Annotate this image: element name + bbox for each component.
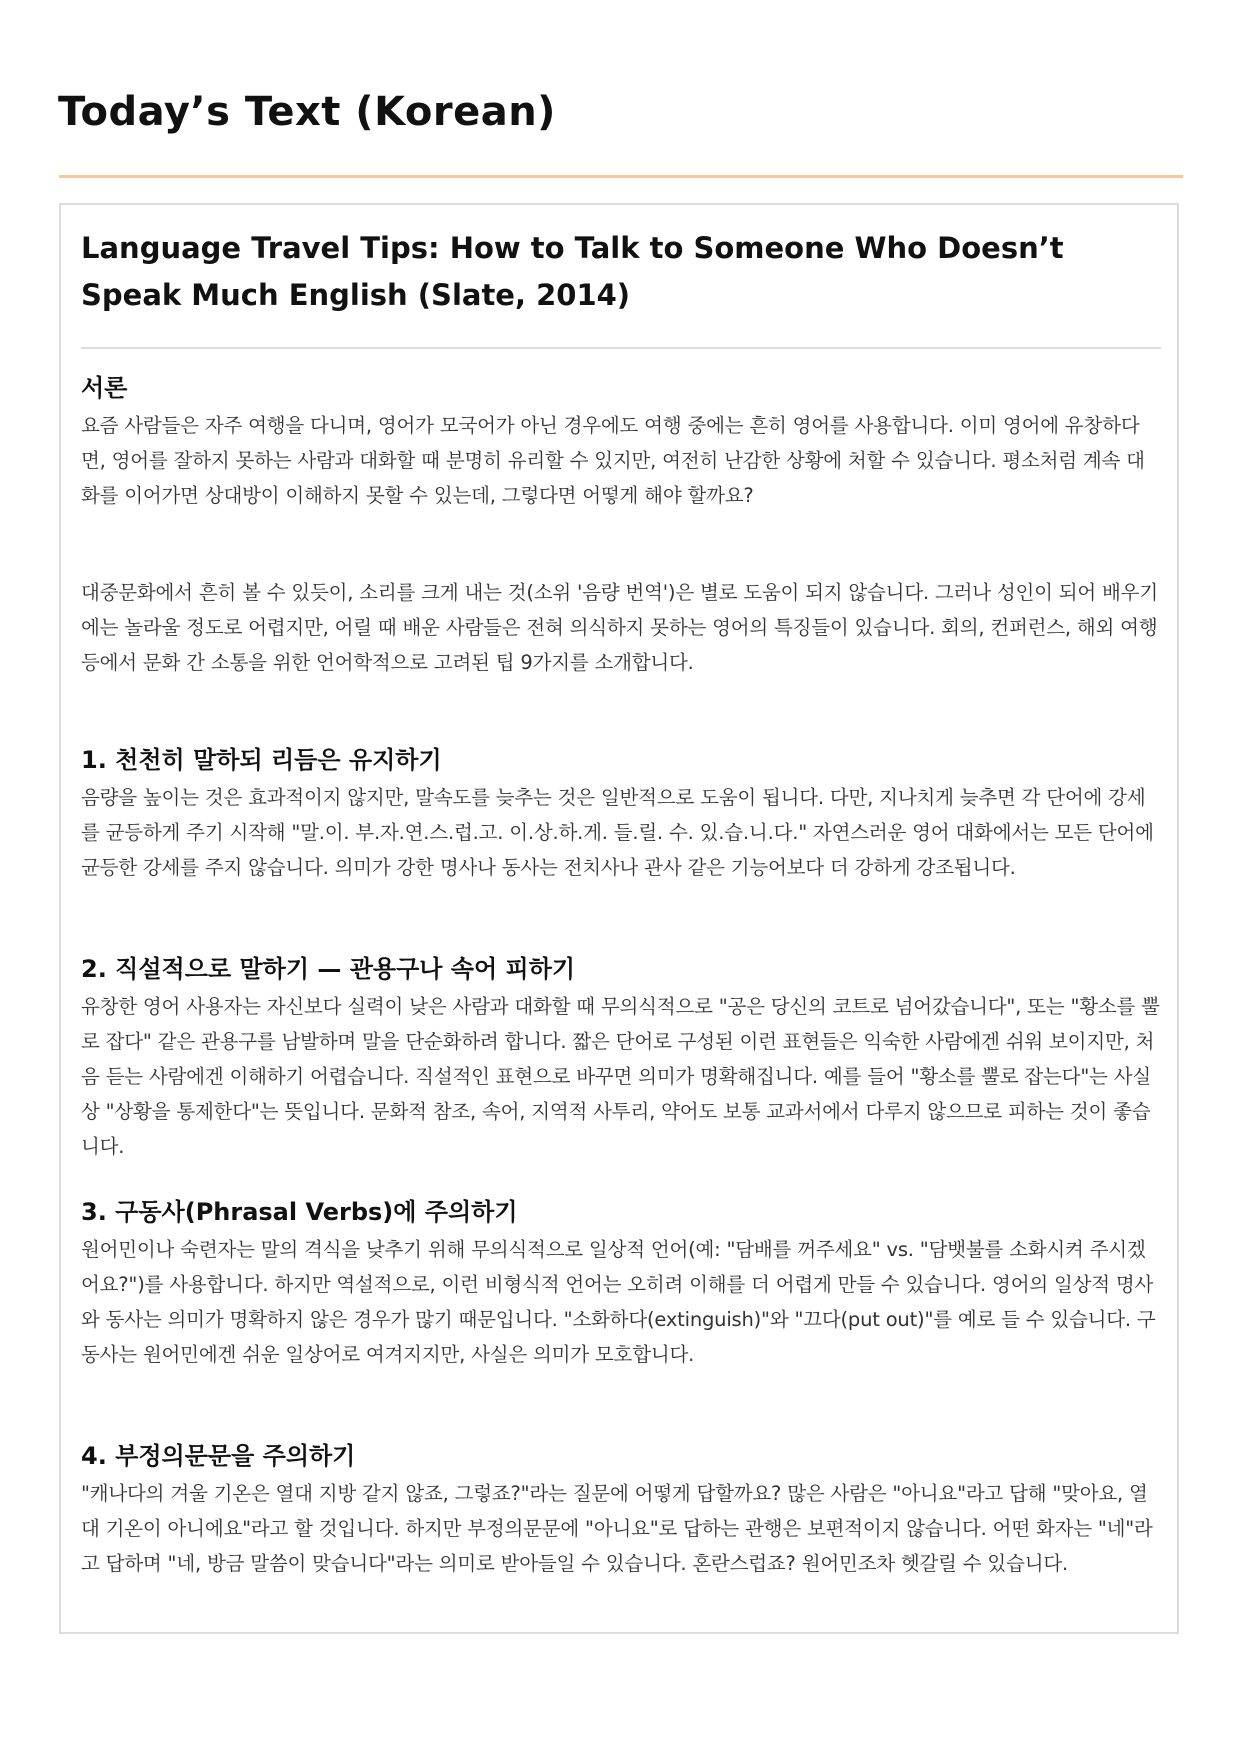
section-heading-3: 3. 구동사(Phrasal Verbs)에 주의하기	[81, 1198, 518, 1226]
page-title: Today’s Text (Korean)	[58, 89, 556, 135]
article-title: Language Travel Tips: How to Talk to Someone Who Doesn’t Speak Much English (Slate, 2014)	[81, 231, 1064, 312]
section-heading-1: 1. 천천히 말하되 리듬은 유지하기	[81, 746, 442, 774]
section-heading-4: 4. 부정의문문을 주의하기	[81, 1442, 356, 1470]
intro-paragraph-1: 요즘 사람들은 자주 여행을 다니며, 영어가 모국어가 아닌 경우에도 여행 중에는 흔히 영어를 사용합니다. 이미 영어에 유창하다면, 영어를 잘하지 못하는 사람과 대화할 때 분명히 유리할 수 있지만, 여전히 난감한 상황에 처할 수 있습니다. 평소처럼 계속 대화를 이어가면 상대방이 이해하지 못할 수 있는데, 그렇다면 어떻게 해야 할까요?	[81, 414, 1145, 507]
section-1-paragraph: 음량을 높이는 것은 효과적이지 않지만, 말속도를 늦추는 것은 일반적으로 도움이 됩니다. 다만, 지나치게 늦추면 각 단어에 강세를 균등하게 주기 시작해 "말.이. 부.자.연.스.럽.고. 이.상.하.게. 들.릴. 수. 있.습.니.다." 자연스러운 영어 대화에서는 모든 단어에 균등한 강세를 주지 않습니다. 의미가 강한 명사나 동사는 전치사나 관사 같은 기능어보다 더 강하게 강조됩니다.	[81, 786, 1154, 879]
section-heading-intro: 서론	[81, 374, 128, 402]
section-3-paragraph: 원어민이나 숙련자는 말의 격식을 낮추기 위해 무의식적으로 일상적 언어(예: "담배를 꺼주세요" vs. "담뱃불를 소화시켜 주시겠어요?")를 사용합니다. 하지만 역설적으로, 이런 비형식적 언어는 오히려 이해를 더 어렵게 만들 수 있습니다. 영어의 일상적 명사와 동사는 의미가 명확하지 않은 경우가 많기 때문입니다. "소화하다(extinguish)"와 "끄다(put out)"를 예로 들 수 있습니다. 구동사는 원어민에겐 쉬운 일상어로 여겨지지만, 사실은 의미가 모호합니다.	[81, 1238, 1156, 1366]
intro-paragraph-2: 대중문화에서 흔히 볼 수 있듯이, 소리를 크게 내는 것(소위 '음량 번역')은 별로 도움이 되지 않습니다. 그러나 성인이 되어 배우기에는 놀라울 정도로 어렵지만, 어릴 때 배운 사람들은 전혀 의식하지 못하는 영어의 특징들이 있습니다. 회의, 컨퍼런스, 해외 여행 등에서 문화 간 소통을 위한 언어학적으로 고려된 팁 9가지를 소개합니다.	[81, 581, 1158, 674]
section-2-paragraph: 유창한 영어 사용자는 자신보다 실력이 낮은 사람과 대화할 때 무의식적으로 "공은 당신의 코트로 넘어갔습니다", 또는 "황소를 뿔로 잡다" 같은 관용구를 남발하며 말을 단순화하려 합니다. 짧은 단어로 구성된 이런 표현들은 익숙한 사람에겐 쉬워 보이지만, 처음 듣는 사람에겐 이해하기 어렵습니다. 직설적인 표현으로 바꾸면 의미가 명확해집니다. 예를 들어 "황소를 뿔로 잡는다"는 사실상 "상황을 통제한다"는 뜻입니다. 문화적 참조, 속어, 지역적 사투리, 약어도 보통 교과서에서 다루지 않으므로 피하는 것이 좋습니다.	[81, 995, 1160, 1158]
section-4-paragraph: "캐나다의 겨울 기온은 열대 지방 같지 않죠, 그렇죠?"라는 질문에 어떻게 답할까요? 많은 사람은 "아니요"라고 답해 "맞아요, 열대 기온이 아니에요"라고 할 것입니다. 하지만 부정의문문에 "아니요"로 답하는 관행은 보편적이지 않습니다. 어떤 화자는 "네"라고 답하며 "네, 방금 말씀이 맞습니다"라는 의미로 받아들일 수 있습니다. 혼란스럽죠? 원어민조차 헷갈릴 수 있습니다.	[81, 1482, 1153, 1575]
section-heading-2: 2. 직설적으로 말하기 — 관용구나 속어 피하기	[81, 955, 576, 983]
article-card	[59, 203, 1179, 1634]
article-divider	[81, 347, 1161, 349]
title-divider	[59, 175, 1183, 178]
